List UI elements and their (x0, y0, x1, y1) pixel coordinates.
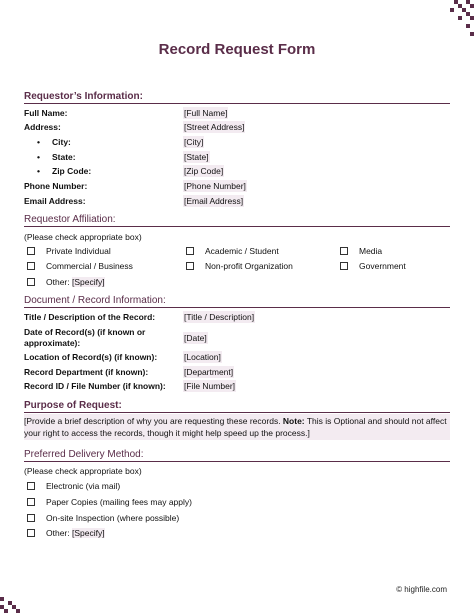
option-academic-student: Academic / Student (205, 246, 279, 256)
state-label: State: (52, 152, 76, 162)
street-address-field[interactable]: [Street Address] (184, 122, 245, 132)
option-on-site: On-site Inspection (where possible) (46, 513, 180, 523)
record-id-field[interactable]: [File Number] (184, 381, 236, 391)
option-private-individual: Private Individual (46, 246, 111, 256)
page-title: Record Request Form (158, 41, 316, 58)
record-date-label-cont: approximate): (24, 338, 81, 348)
record-id-label: Record ID / File Number (if known): (24, 381, 166, 391)
checkbox-commercial-business[interactable] (27, 262, 35, 270)
record-location-label: Location of Record(s) (if known): (24, 352, 158, 362)
city-field[interactable]: [City] (184, 137, 204, 147)
record-department-field[interactable]: [Department] (184, 367, 234, 377)
email-label: Email Address: (24, 196, 86, 206)
option-other-affiliation (46, 276, 105, 288)
record-department-label: Record Department (if known): (24, 367, 149, 377)
purpose-text: [Provide a brief description of why you are requesting these records. (24, 416, 283, 426)
checkbox-private-individual[interactable] (27, 247, 35, 255)
bullet-icon: • (37, 166, 40, 176)
state-field[interactable]: [State] (184, 152, 209, 162)
record-title-field[interactable]: [Title / Description] (184, 312, 255, 322)
email-field[interactable]: [Email Address] (184, 196, 244, 206)
other-label: Other: (46, 528, 70, 538)
section-heading-purpose: Purpose of Request: (24, 400, 450, 413)
other-affiliation-field[interactable]: [Specify] (72, 277, 105, 287)
option-commercial-business: Commercial / Business (46, 261, 133, 271)
full-name-field[interactable]: [Full Name] (184, 108, 228, 118)
section-heading-document: Document / Record Information: (24, 295, 450, 308)
purpose-field[interactable] (24, 414, 450, 440)
checkbox-non-profit[interactable] (186, 262, 194, 270)
option-government: Government (359, 261, 406, 271)
city-label: City: (52, 137, 71, 147)
section-heading-requestor: Requestor’s Information: (24, 91, 450, 104)
record-date-field[interactable]: [Date] (184, 333, 207, 343)
affiliation-instruction: (Please check appropriate box) (24, 232, 142, 242)
option-paper-copies: Paper Copies (mailing fees may apply) (46, 497, 192, 507)
purpose-note-label: Note: (282, 416, 305, 426)
checkbox-academic-student[interactable] (186, 247, 194, 255)
full-name-label: Full Name: (24, 108, 68, 118)
section-heading-delivery: Preferred Delivery Method: (24, 449, 450, 462)
checkbox-other-delivery[interactable] (27, 529, 35, 537)
option-media: Media (359, 246, 383, 256)
checkbox-paper-copies[interactable] (27, 498, 35, 506)
corner-decoration-top-right (422, 0, 474, 40)
delivery-instruction: (Please check appropriate box) (24, 466, 142, 476)
other-delivery-field[interactable]: [Specify] (72, 528, 105, 538)
phone-field[interactable]: [Phone Number] (184, 181, 246, 191)
phone-label: Phone Number: (24, 181, 88, 191)
checkbox-media[interactable] (340, 247, 348, 255)
zip-field[interactable]: [Zip Code] (184, 166, 224, 176)
bullet-icon: • (37, 152, 40, 162)
checkbox-government[interactable] (340, 262, 348, 270)
section-heading-affiliation: Requestor Affiliation: (24, 214, 450, 227)
checkbox-other-affiliation[interactable] (27, 278, 35, 286)
footer-credit: © highfile.com (396, 585, 447, 594)
bullet-icon: • (37, 137, 40, 147)
option-non-profit: Non-profit Organization (205, 261, 293, 271)
address-label: Address: (24, 122, 61, 132)
checkbox-on-site[interactable] (27, 514, 35, 522)
option-other-delivery (46, 527, 105, 539)
record-title-label: Title / Description of the Record: (24, 312, 156, 322)
record-date-label: Date of Record(s) (if known or (24, 327, 146, 337)
record-location-field[interactable]: [Location] (184, 352, 221, 362)
corner-decoration-bottom-left (0, 587, 30, 613)
checkbox-electronic[interactable] (27, 482, 35, 490)
option-electronic: Electronic (via mail) (46, 481, 121, 491)
purpose-text-cont: This is Optional and should not affect your right to access the records, though it might help speed up the process.] (24, 416, 447, 438)
zip-label: Zip Code: (52, 166, 92, 176)
other-label: Other: (46, 277, 70, 287)
